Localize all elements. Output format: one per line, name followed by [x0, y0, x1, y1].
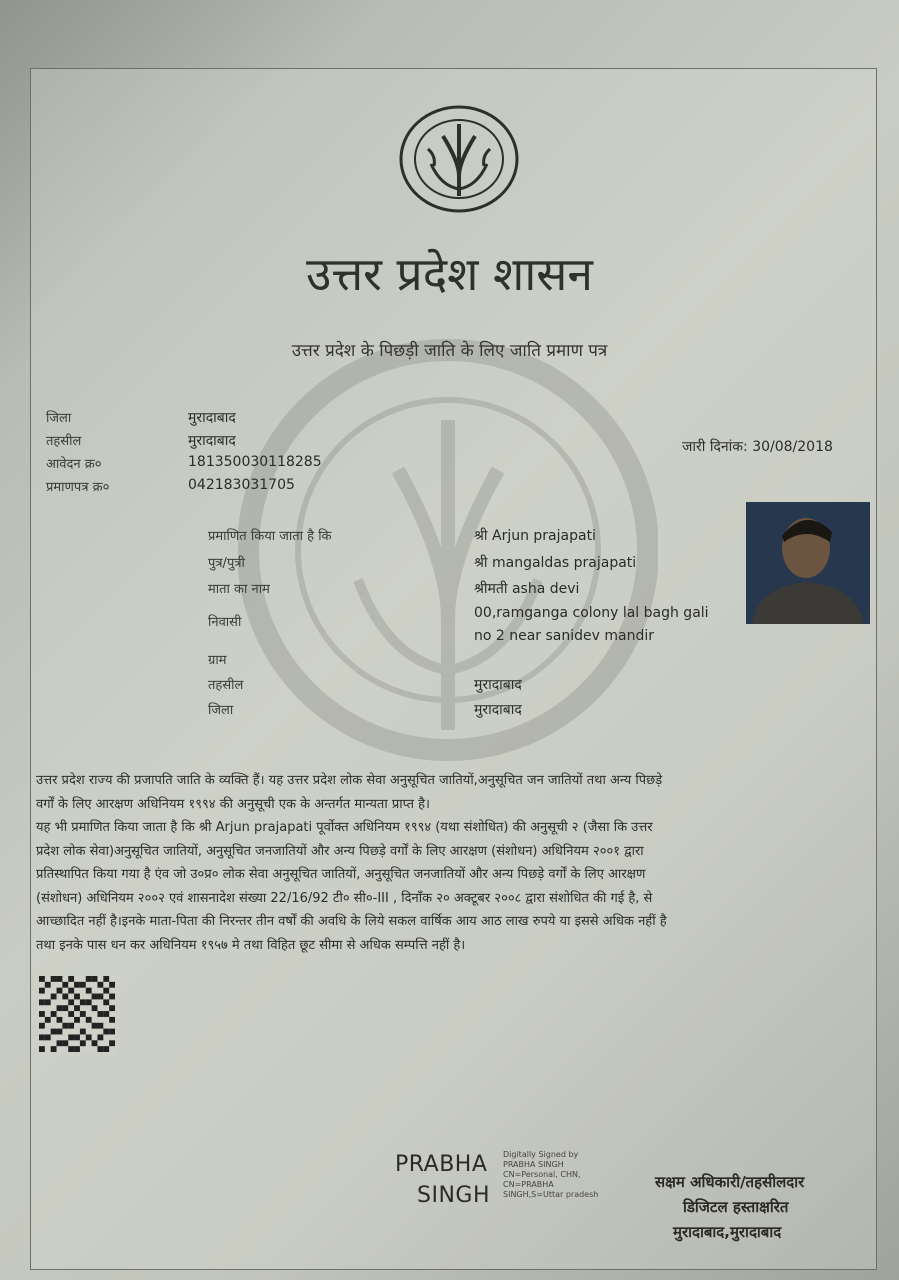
signature-details: [503, 1150, 633, 1200]
detail-label: निवासी: [208, 615, 242, 630]
paragraph-line: आच्छादित नहीं है।इनके माता-पिता की निरन्तर तीन वर्षों की अवधि के लिये सकल वार्षिक आय आठ लाख रुपये या इससे अधिक नहीं है: [36, 914, 667, 929]
issuing-authority: [655, 1170, 804, 1245]
signature-detail-line: CN=PRABHA: [503, 1180, 554, 1189]
signature-detail-line: SINGH,S=Uttar pradesh: [503, 1190, 599, 1199]
application-label: आवेदन क्र०: [46, 457, 102, 472]
certificate-number-value: 042183031705: [188, 477, 295, 493]
detail-value: मुरादाबाद: [474, 702, 522, 718]
district-value: मुरादाबाद: [188, 410, 236, 426]
paragraph-line: प्रतिस्थापित किया गया है एंव जो उ०प्र० लोक सेवा अनुसूचित जातियों, अनुसूचित जनजातियों और अन्य पिछड़े वर्गों के लिए आरक्षण: [36, 867, 646, 882]
detail-value: श्रीमती asha devi: [474, 581, 580, 597]
tehsil-value: मुरादाबाद: [188, 433, 236, 449]
detail-value: श्री Arjun prajapati: [474, 528, 596, 544]
digital-signature: [395, 1150, 625, 1220]
authority-signed: डिजिटल हस्ताक्षरित: [683, 1198, 789, 1216]
certificate-subtitle: उत्तर प्रदेश के पिछड़ी जाति के लिए जाति प्रमाण पत्र: [291, 341, 608, 361]
signer-name-line2: SINGH: [417, 1183, 491, 1208]
detail-label: ग्राम: [208, 653, 227, 668]
signature-detail-line: PRABHA SINGH: [503, 1160, 564, 1169]
detail-label: जिला: [208, 703, 234, 718]
state-emblem-watermark: [238, 330, 658, 770]
paragraph-line: उत्तर प्रदेश राज्य की प्रजापति जाति के व्यक्ति हैं। यह उत्तर प्रदेश लोक सेवा अनुसूचित जातियों,अनुसूचित जन जातियों तथा अन्य पिछड़े: [36, 773, 663, 788]
detail-label: तहसील: [208, 678, 244, 693]
certificate-number-label: प्रमाणपत्र क्र०: [46, 480, 110, 495]
application-value: 181350030118285: [188, 454, 322, 470]
paragraph-line: तथा इनके पास धन कर अधिनियम १९५७ मे तथा विहित छूट सीमा से अधिक सम्पत्ति नहीं है।: [36, 937, 466, 953]
detail-label: पुत्र/पुत्री: [208, 556, 245, 571]
authority-location: मुरादाबाद,मुरादाबाद: [673, 1223, 782, 1241]
authority-title: सक्षम अधिकारी/तहसीलदार: [655, 1173, 805, 1191]
district-label: जिला: [46, 411, 72, 426]
body-paragraph-1: [36, 769, 871, 957]
paragraph-line: प्रदेश लोक सेवा)अनुसूचित जातियों, अनुसूचित जनजातियों और अन्य पिछड़े वर्गों के लिए आरक्षण (संशोधन) अधिनियम २००१ द्वारा: [36, 843, 644, 859]
applicant-photo: [746, 502, 870, 624]
paragraph-line: वर्गों के लिए आरक्षण अधिनियम १९९४ की अनुसूची एक के अन्तर्गत मान्यता प्राप्त है।: [36, 796, 430, 812]
up-state-emblem: [398, 104, 520, 214]
signer-name-line1: PRABHA: [395, 1152, 488, 1177]
paragraph-line: (संशोधन) अधिनियम २००२ एवं शासनादेश संख्या 22/16/92 टी० सी०-III , दिनाँक २० अक्टूबर २००८ द्वारा संशोधित की गई है, से: [36, 890, 653, 906]
detail-value: श्री mangaldas prajapati: [474, 555, 637, 571]
issue-date: जारी दिनांक: 30/08/2018: [682, 439, 833, 455]
detail-label: प्रमाणित किया जाता है कि: [208, 529, 332, 544]
signature-detail-line: CN=Personal, CHN,: [503, 1170, 581, 1179]
page-title: उत्तर प्रदेश शासन: [306, 247, 593, 301]
qr-code: [38, 976, 116, 1052]
paragraph-line: यह भी प्रमाणित किया जाता है कि श्री Arjun prajapati पूर्वोक्त अधिनियम १९९४ (यथा संशोधित) की अनुसूची २ (जैसा कि उत्तर: [36, 820, 653, 835]
detail-label: माता का नाम: [208, 582, 270, 597]
detail-value: no 2 near sanidev mandir: [474, 628, 655, 644]
tehsil-label: तहसील: [46, 434, 82, 449]
signature-detail-line: Digitally Signed by: [503, 1150, 579, 1159]
detail-value: मुरादाबाद: [474, 677, 522, 693]
detail-value: 00,ramganga colony lal bagh gali: [474, 605, 709, 621]
